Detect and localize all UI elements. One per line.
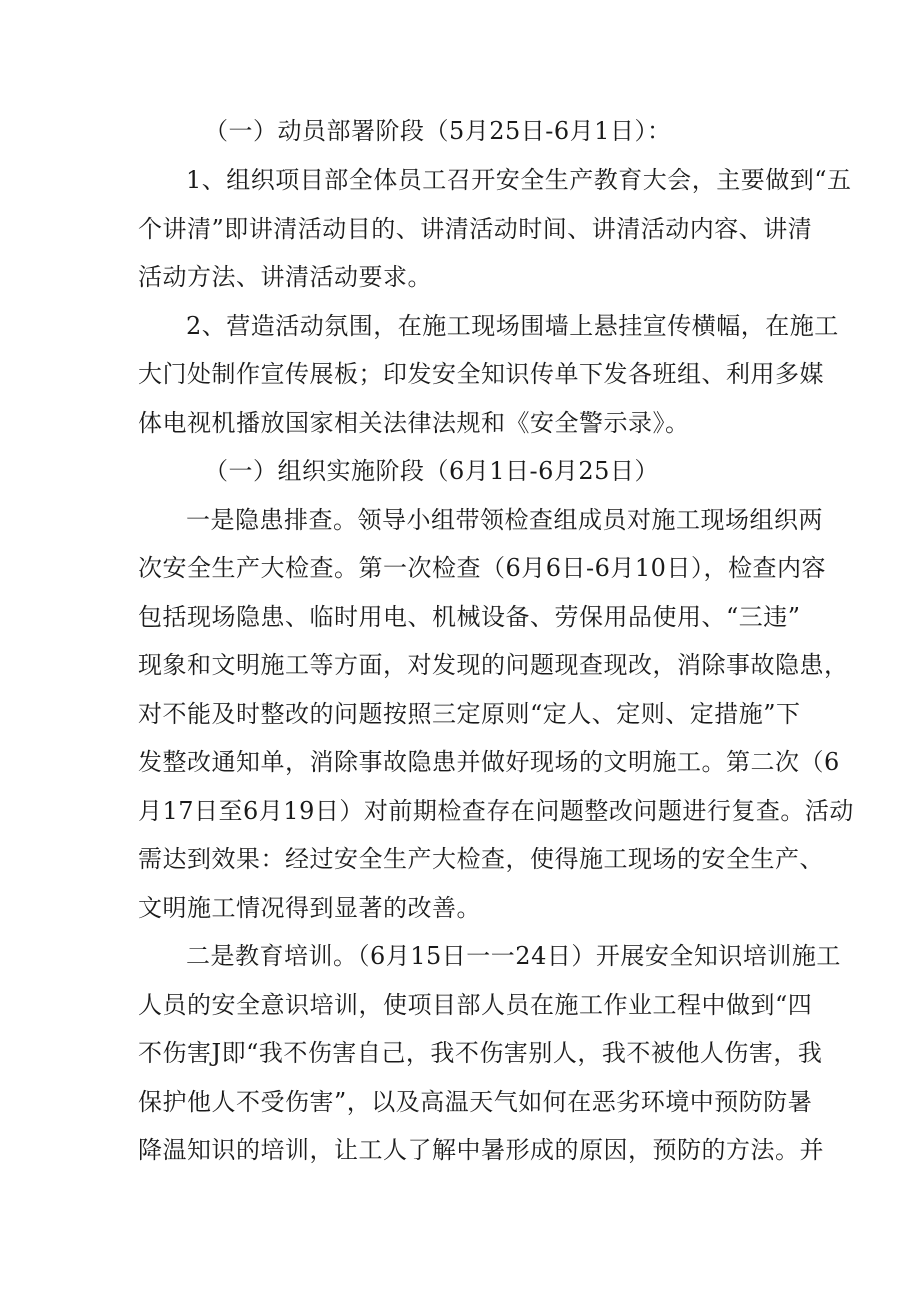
paragraph-line: 文明施工情况得到显著的改善。 bbox=[138, 894, 481, 922]
paragraph-line: 大门处制作宣传展板；印发安全知识传单下发各班组、利用多媒 bbox=[138, 360, 824, 388]
paragraph-line: 发整改通知单，消除事故隐患并做好现场的文明施工。第二次（6 bbox=[138, 748, 840, 776]
paragraph-line: 包括现场隐患、临时用电、机械设备、劳保用品使用、“三违” bbox=[138, 603, 801, 631]
paragraph-line: 体电视机播放国家相关法律法规和《安全警示录》。 bbox=[138, 409, 690, 437]
paragraph-line: 对不能及时整改的问题按照三定原则“定人、定则、定措施”下 bbox=[138, 700, 801, 728]
paragraph-line: 降温知识的培训，让工人了解中暑形成的原因，预防的方法。并 bbox=[138, 1136, 824, 1164]
paragraph-line: 需达到效果：经过安全生产大检查，使得施工现场的安全生产、 bbox=[138, 845, 824, 873]
paragraph-line: 活动方法、讲清活动要求。 bbox=[138, 263, 432, 291]
paragraph-line: 二是教育培训。（6月15日一一24日）开展安全知识培训施工 bbox=[186, 942, 841, 970]
paragraph-line: 月17日至6月19日）对前期检查存在问题整改问题进行复查。活动 bbox=[138, 797, 854, 825]
paragraph-line: 不伤害J即“我不伤害自己，我不伤害别人，我不被他人伤害，我 bbox=[138, 1039, 823, 1067]
paragraph-line: 次安全生产大检查。第一次检查（6月6日-6月10日），检查内容 bbox=[138, 554, 826, 582]
paragraph-line: 2、营造活动氛围，在施工现场围墙上悬挂宣传横幅，在施工 bbox=[186, 312, 839, 340]
paragraph-line: 一是隐患排查。领导小组带领检查组成员对施工现场组织两 bbox=[186, 506, 823, 534]
section-heading-implementation: （一）组织实施阶段（6月1日-6月25日） bbox=[204, 457, 659, 485]
paragraph-line: 个讲清”即讲清活动目的、讲清活动时间、讲清活动内容、讲清 bbox=[138, 215, 813, 243]
paragraph-line: 保护他人不受伤害”，以及高温天气如何在恶劣环境中预防防暑 bbox=[138, 1088, 813, 1116]
paragraph-line: 人员的安全意识培训，使项目部人员在施工作业工程中做到“四 bbox=[138, 991, 813, 1019]
paragraph-line: 1、组织项目部全体员工召开安全生产教育大会，主要做到“五 bbox=[186, 166, 852, 194]
paragraph-line: 现象和文明施工等方面，对发现的问题现查现改，消除事故隐患， bbox=[138, 651, 849, 679]
section-heading-mobilization: （一）动员部署阶段（5月25日-6月1日）： bbox=[204, 117, 672, 145]
